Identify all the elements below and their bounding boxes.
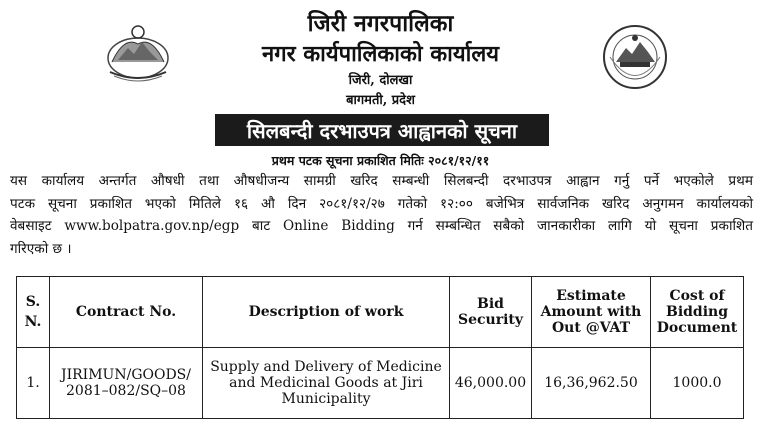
header-description: Description of work [203,277,450,348]
bid-table [16,276,744,419]
office-province: बागमती, प्रदेश [346,93,415,108]
cell-estimate: 16,36,962.50 [532,348,651,419]
body-line: यस कार्यालय अन्तर्गत औषधी तथा औषधीजन्य सामग्री खरिद सम्बन्धी सिलबन्दी दरभाउपत्र आह्वान गर्नु पर्ने भएकोले प्रथम [10,173,753,189]
municipality-seal-icon [600,24,670,90]
notice-title: सिलबन्दी दरभाउपत्र आह्वानको सूचना [215,114,549,146]
cell-cost: 1000.0 [651,348,744,419]
office-name: नगर कार्यपालिकाको कार्यालय [262,41,499,67]
municipality-name: जिरी नगरपालिका [307,10,454,37]
publication-date: प्रथम पटक सूचना प्रकाशित मितिः २०८१/१२/११ [271,153,490,168]
cell-sn: 1. [17,348,50,419]
table-row [17,348,744,419]
header-cost: Cost of Bidding Document [651,277,744,348]
header-bid-security: Bid Security [450,277,532,348]
header-sn: S. N. [17,277,50,348]
table-header-row [17,277,744,348]
body-line: वेबसाइट www.bolpatra.gov.np/egp बाट Online Bidding गर्न सम्बन्धित सबैको जानकारीका लागि यो सूचना प्रकाशित [10,218,753,234]
office-location: जिरी, दोलखा [348,73,413,88]
body-line: गरिएको छ । [10,240,72,257]
cell-contract: JIRIMUN/GOODS/ 2081–082/SQ–08 [50,348,203,419]
notice-header [0,0,761,112]
cell-bid-security: 46,000.00 [450,348,532,419]
notice-body [10,170,753,260]
cell-description: Supply and Delivery of Medicine and Medicinal Goods at Jiri Municipality [203,348,450,419]
header-contract: Contract No. [50,277,203,348]
header-estimate: Estimate Amount with Out @VAT [532,277,651,348]
body-line: पटक सूचना प्रकाशित भएको मितिले १६ औ दिन २०८१/१२/२७ गतेको १२:०० बजेभित्र सार्वजनिक खरिद अनुगमन कार्यालयको [10,195,753,212]
